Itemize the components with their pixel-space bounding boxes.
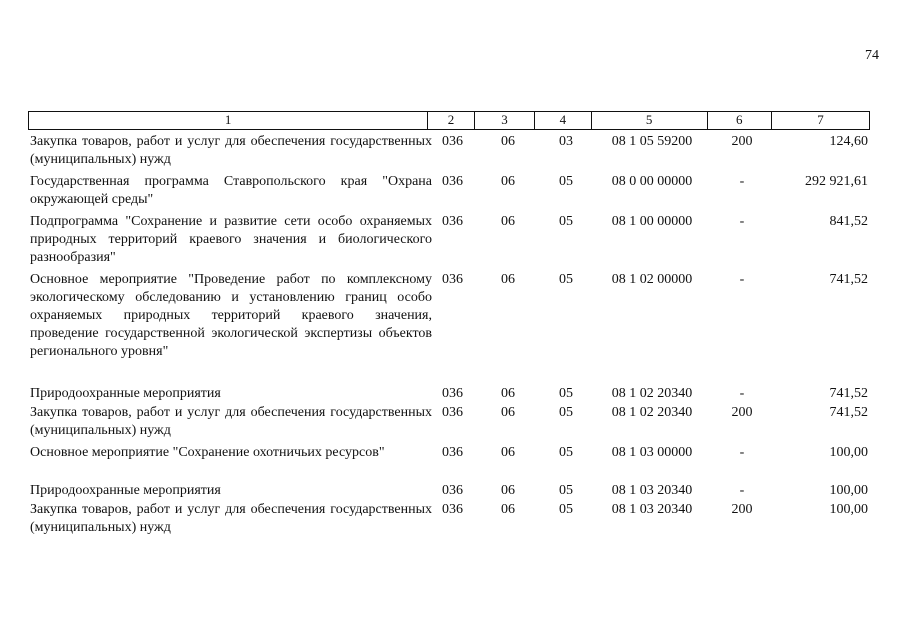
row-amount: 841,52 bbox=[829, 214, 868, 229]
row-amount: 124,60 bbox=[829, 134, 868, 149]
row-section: 06 bbox=[501, 502, 515, 517]
row-ministry-code: 036 bbox=[442, 483, 463, 498]
row-ministry-code: 036 bbox=[442, 386, 463, 401]
row-expense-type: 200 bbox=[731, 502, 753, 517]
table-row bbox=[28, 482, 870, 500]
row-subsection: 05 bbox=[559, 445, 573, 460]
row-expense-type: - bbox=[739, 386, 745, 401]
row-target-article: 08 1 03 20340 bbox=[611, 502, 693, 517]
row-subsection: 05 bbox=[559, 405, 573, 420]
row-name: Природоохранные мероприятия bbox=[30, 386, 221, 401]
row-name: Основное мероприятие "Проведение работ по комплексному экологическому обследованию и установлению границ особо охраняемых природных территорий краевого значения, проведение государственной экологической экспертизы объектов регионального уровня" bbox=[30, 272, 432, 359]
row-amount: 741,52 bbox=[829, 272, 868, 287]
row-subsection: 05 bbox=[559, 214, 573, 229]
row-subsection: 05 bbox=[559, 386, 573, 401]
table-header-row bbox=[28, 111, 870, 130]
row-subsection: 05 bbox=[559, 483, 573, 498]
row-name: Закупка товаров, работ и услуг для обеспечения государственных (муниципальных) нужд bbox=[30, 405, 432, 438]
row-ministry-code: 036 bbox=[442, 445, 463, 460]
row-subsection: 05 bbox=[559, 272, 573, 287]
row-section: 06 bbox=[501, 483, 515, 498]
row-ministry-code: 036 bbox=[442, 272, 463, 287]
column-header-4: 4 bbox=[534, 112, 590, 129]
row-amount: 292 921,61 bbox=[805, 174, 868, 189]
row-expense-type: - bbox=[739, 214, 745, 229]
row-target-article: 08 0 00 00000 bbox=[611, 174, 693, 189]
column-header-6: 6 bbox=[707, 112, 771, 129]
row-section: 06 bbox=[501, 445, 515, 460]
table-row bbox=[28, 444, 870, 462]
row-name: Основное мероприятие "Сохранение охотничьих ресурсов" bbox=[30, 445, 385, 460]
row-subsection: 05 bbox=[559, 174, 573, 189]
page-number: 74 bbox=[865, 48, 879, 63]
row-section: 06 bbox=[501, 405, 515, 420]
row-amount: 100,00 bbox=[829, 483, 868, 498]
column-header-1: 1 bbox=[224, 112, 232, 127]
row-section: 06 bbox=[501, 134, 515, 149]
row-expense-type: 200 bbox=[731, 405, 753, 420]
row-ministry-code: 036 bbox=[442, 502, 463, 517]
row-expense-type: - bbox=[739, 272, 745, 287]
row-target-article: 08 1 03 20340 bbox=[611, 483, 693, 498]
row-amount: 741,52 bbox=[829, 405, 868, 420]
row-name: Закупка товаров, работ и услуг для обеспечения государственных (муниципальных) нужд bbox=[30, 502, 432, 535]
column-header-2: 2 bbox=[427, 112, 474, 129]
table-row bbox=[28, 213, 870, 267]
row-expense-type: - bbox=[739, 483, 745, 498]
table-row bbox=[28, 271, 870, 361]
row-ministry-code: 036 bbox=[442, 174, 463, 189]
row-target-article: 08 1 03 00000 bbox=[611, 445, 693, 460]
row-expense-type: - bbox=[739, 445, 745, 460]
row-ministry-code: 036 bbox=[442, 405, 463, 420]
row-name: Природоохранные мероприятия bbox=[30, 483, 221, 498]
row-target-article: 08 1 05 59200 bbox=[611, 134, 693, 149]
budget-table bbox=[28, 111, 870, 537]
row-target-article: 08 1 00 00000 bbox=[611, 214, 693, 229]
table-row bbox=[28, 385, 870, 403]
column-header-3: 3 bbox=[474, 112, 534, 129]
table-row bbox=[28, 133, 870, 169]
row-section: 06 bbox=[501, 214, 515, 229]
row-name: Подпрограмма "Сохранение и развитие сети особо охраняемых природных территорий краевого значения и биологического разнообразия" bbox=[30, 214, 432, 265]
row-amount: 741,52 bbox=[829, 386, 868, 401]
row-expense-type: 200 bbox=[731, 134, 753, 149]
table-row bbox=[28, 404, 870, 440]
row-target-article: 08 1 02 20340 bbox=[611, 405, 693, 420]
row-subsection: 05 bbox=[559, 502, 573, 517]
row-section: 06 bbox=[501, 174, 515, 189]
table-row bbox=[28, 173, 870, 209]
row-expense-type: - bbox=[739, 174, 745, 189]
row-ministry-code: 036 bbox=[442, 134, 463, 149]
row-section: 06 bbox=[501, 272, 515, 287]
row-subsection: 03 bbox=[559, 134, 573, 149]
row-name: Государственная программа Ставропольского края "Охрана окружающей среды" bbox=[30, 174, 432, 207]
row-section: 06 bbox=[501, 386, 515, 401]
table-row bbox=[28, 501, 870, 537]
row-ministry-code: 036 bbox=[442, 214, 463, 229]
row-amount: 100,00 bbox=[829, 445, 868, 460]
row-target-article: 08 1 02 00000 bbox=[611, 272, 693, 287]
row-name: Закупка товаров, работ и услуг для обеспечения государственных (муниципальных) нужд bbox=[30, 134, 432, 167]
column-header-5: 5 bbox=[591, 112, 707, 129]
row-target-article: 08 1 02 20340 bbox=[611, 386, 693, 401]
column-header-7: 7 bbox=[771, 112, 869, 129]
row-amount: 100,00 bbox=[829, 502, 868, 517]
